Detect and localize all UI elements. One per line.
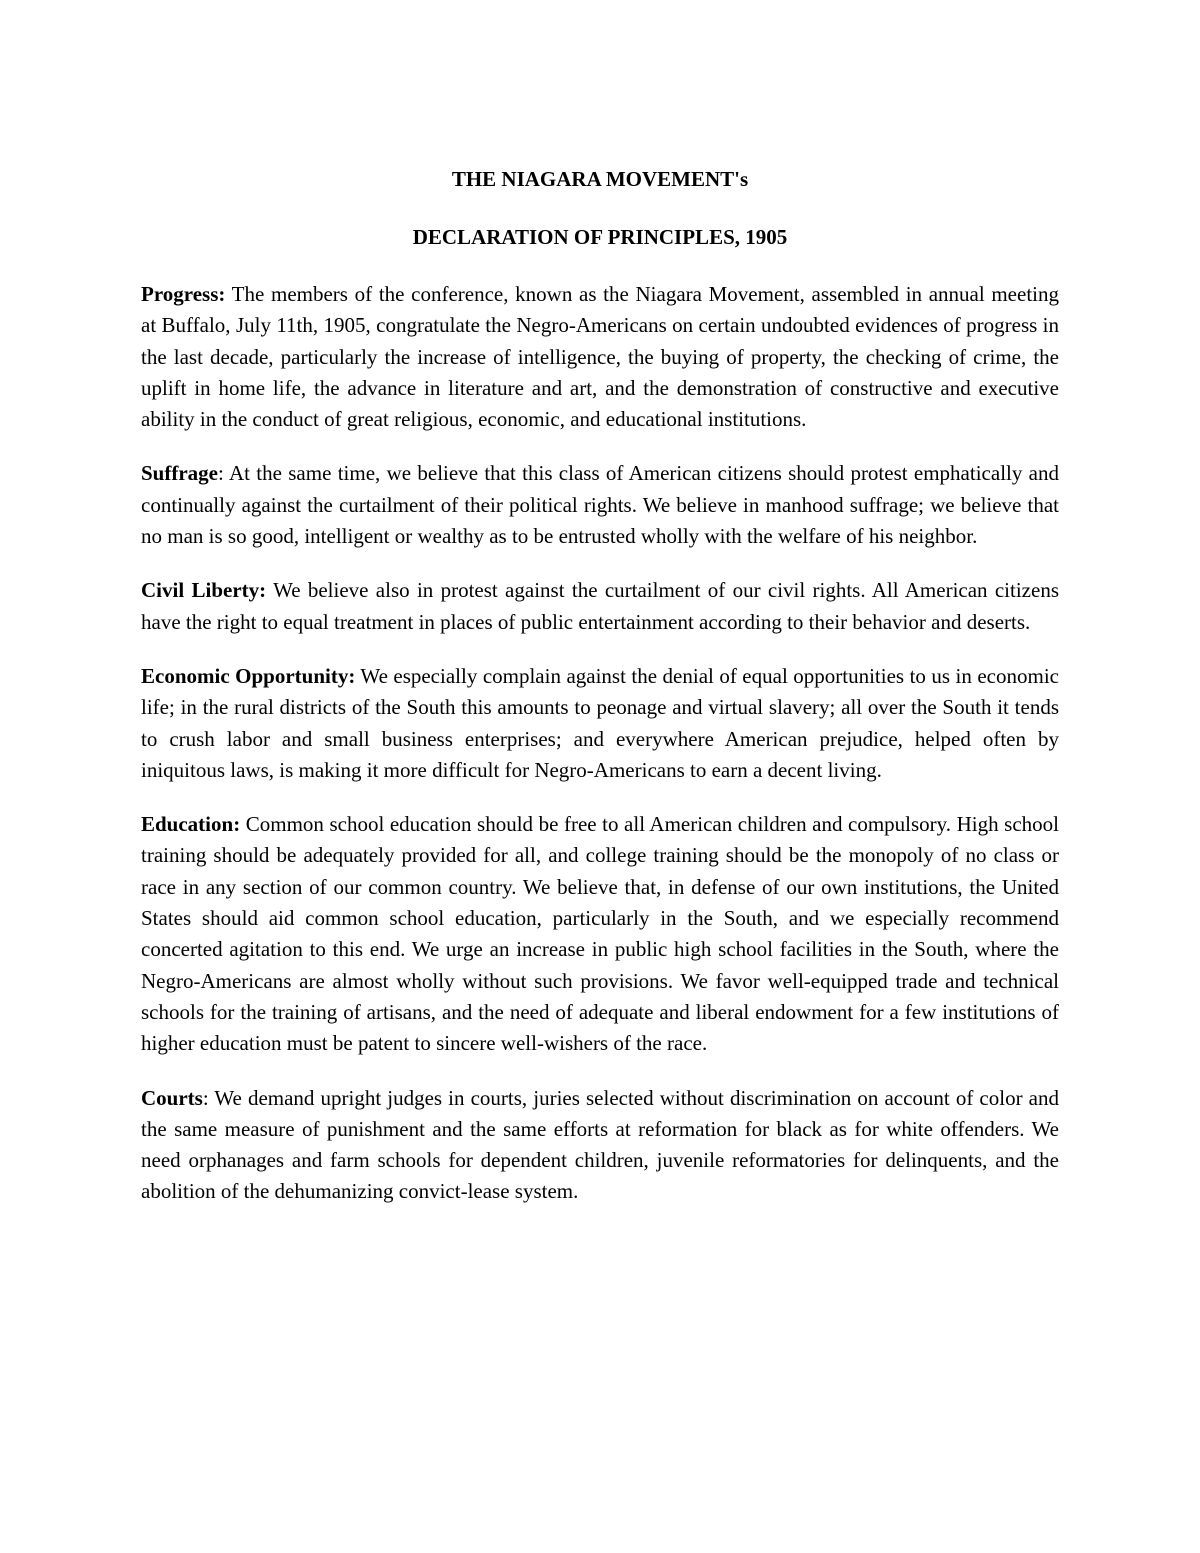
section-text-suffrage: : At the same time, we believe that this class of American citizens should protest emphatically and continually against the curtailment of their political rights. We believe in manhood suffrage; we believe that no man is so good, intelligent or wealthy as to be entrusted wholly with the welfare of his neighbor. [141, 461, 1059, 549]
section-heading-courts: Courts [141, 1085, 203, 1110]
document-subtitle: DECLARATION OF PRINCIPLES, 1905 [412, 225, 788, 249]
section-text-courts: : We demand upright judges in courts, juries selected without discrimination on account of color and the same measure of punishment and the same efforts at reformation for black as for white offenders. We need orphanages and farm schools for dependent children, juvenile reformatories for delinquents, and the abolition of the dehumanizing convict-lease system. [141, 1085, 1059, 1204]
section-suffrage [141, 458, 1059, 552]
section-progress [141, 279, 1059, 435]
section-courts [141, 1083, 1059, 1208]
section-heading-civil-liberty: Civil Liberty: [141, 578, 267, 603]
document-title: THE NIAGARA MOVEMENT's [451, 167, 749, 191]
section-text-civil-liberty: We believe also in protest against the curtailment of our civil rights. All American citizens have the right to equal treatment in places of public entertainment according to their behavior and deserts. [141, 578, 1059, 634]
section-education [141, 809, 1059, 1059]
section-economic-opportunity [141, 661, 1059, 786]
section-heading-suffrage: Suffrage [141, 461, 218, 486]
section-text-economic-opportunity: We especially complain against the denial of equal opportunities to us in economic life; in the rural districts of the South this amounts to peonage and virtual slavery; all over the South it tends to crush labor and small business enterprises; and everywhere American prejudice, helped often by iniquitous laws, is making it more difficult for Negro-Americans to earn a decent living. [141, 663, 1059, 782]
section-civil-liberty [141, 575, 1059, 638]
section-text-education: Common school education should be free to all American children and compulsory. High school training should be adequately provided for all, and college training should be the monopoly of no class or race in any section of our common country. We believe that, in defense of our own institutions, the United States should aid common school education, particularly in the South, and we especially recommend concerted agitation to this end. We urge an increase in public high school facilities in the South, where the Negro-Americans are almost wholly without such provisions. We favor well-equipped trade and technical schools for the training of artisans, and the need of adequate and liberal endowment for a few institutions of higher education must be patent to sincere well-wishers of the race. [141, 812, 1059, 1056]
document-body [141, 163, 1059, 1231]
section-heading-progress: Progress: [141, 282, 226, 306]
section-heading-education: Education: [141, 812, 241, 837]
section-heading-economic-opportunity: Economic Opportunity: [141, 663, 356, 688]
section-text-progress: The members of the conference, known as the Niagara Movement, assembled in annual meeting at Buffalo, July 11th, 1905, congratulate the Negro-Americans on certain undoubted evidences of progress in the last decade, particularly the increase of intelligence, the buying of property, the checking of crime, the uplift in home life, the advance in literature and art, and the demonstration of constructive and executive ability in the conduct of great religious, economic, and educational institutions. [141, 282, 1059, 432]
